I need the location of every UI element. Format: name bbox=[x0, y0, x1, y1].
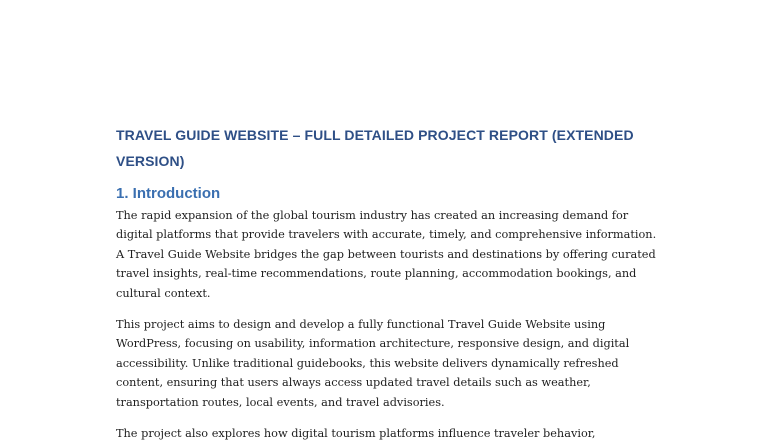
document-title: TRAVEL GUIDE WEBSITE – FULL DETAILED PROJECT REPORT (EXTENDED VERSION) bbox=[116, 127, 634, 169]
introduction-paragraph-1: The rapid expansion of the global tourism industry has created an increasing demand for digital platforms that provide travelers with accurate, timely, and comprehensive information. A Travel Guide Website bridges the gap between tourists and destinations by offering curated travel insights, real-time recommendations, route planning, accommodation bookings, and cultural context. bbox=[116, 209, 657, 300]
section-heading-introduction: 1. Introduction bbox=[116, 185, 221, 202]
introduction-paragraph-3: The project also explores how digital tourism platforms influence traveler behavior, bbox=[116, 427, 596, 441]
document-body bbox=[116, 122, 664, 441]
introduction-paragraph-2: This project aims to design and develop a fully functional Travel Guide Website using WordPress, focusing on usability, information architecture, responsive design, and digital accessibility. Unlike traditional guidebooks, this website delivers dynamically refreshed content, ensuring that users always access updated travel details such as weather, transportation routes, local events, and travel advisories. bbox=[116, 318, 630, 409]
